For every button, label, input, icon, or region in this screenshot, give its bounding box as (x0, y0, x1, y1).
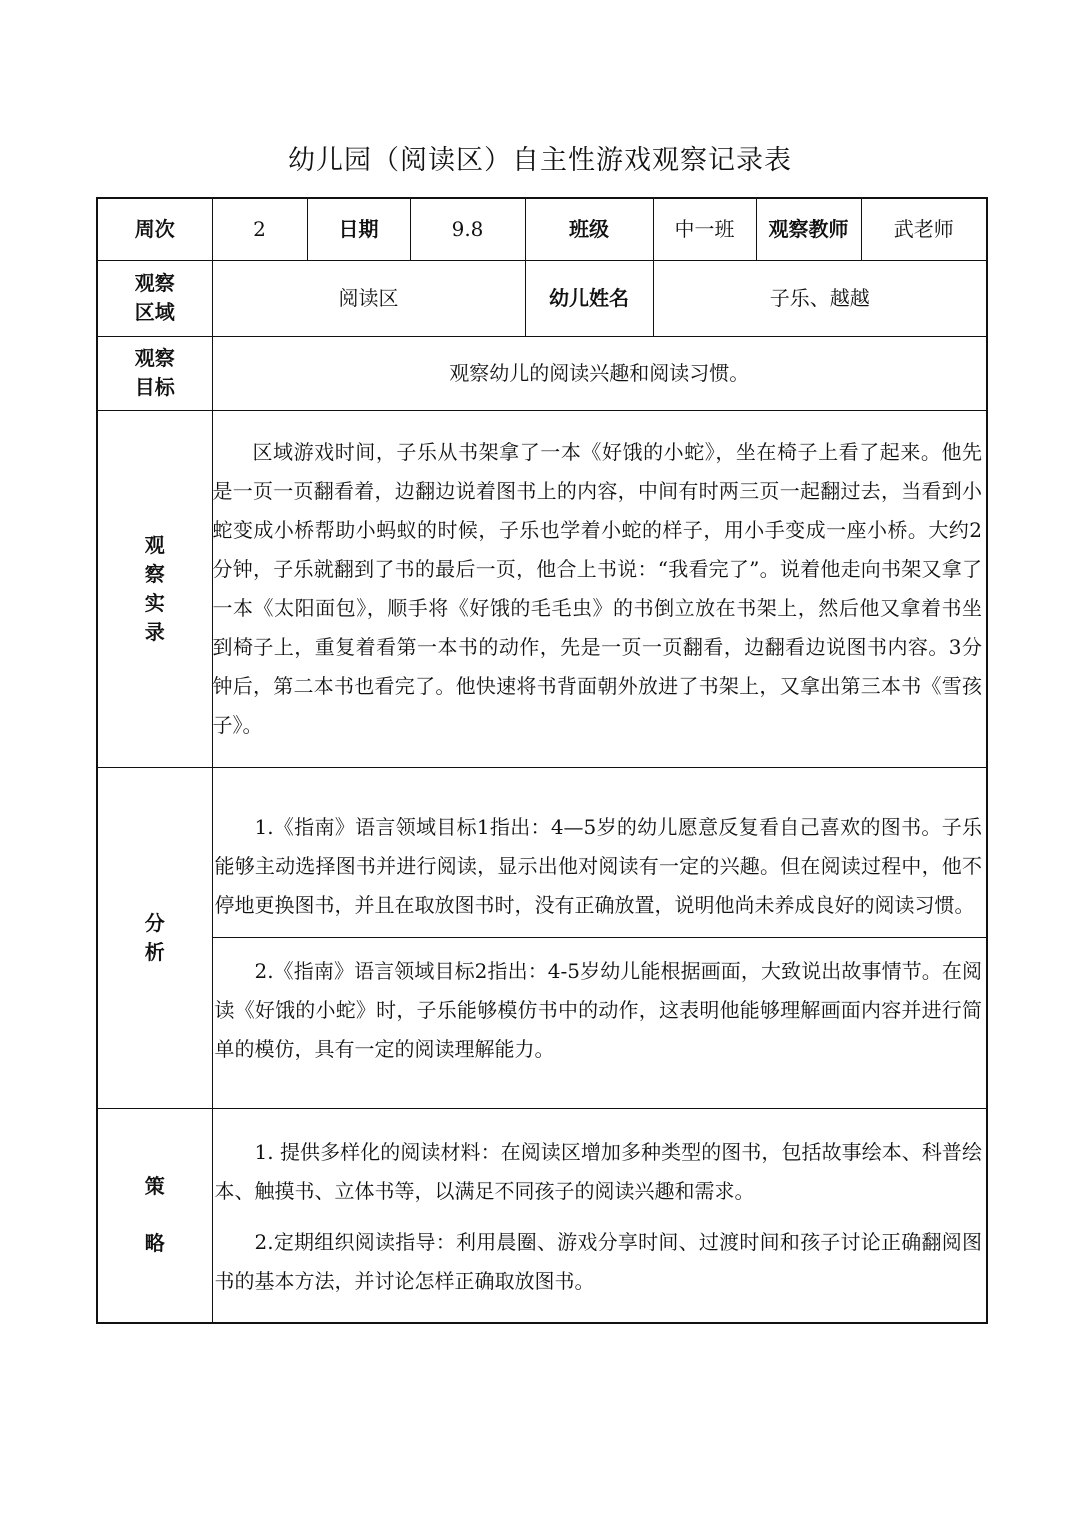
class-value: 中一班 (653, 198, 756, 260)
strategy-content (212, 1108, 987, 1323)
analysis-block-1 (213, 794, 987, 937)
record-text: 区域游戏时间，子乐从书架拿了一本《好饿的小蛇》，坐在椅子上看了起来。他先是一页一页翻看着，边翻边说着图书上的内容，中间有时两三页一起翻过去，当看到小蛇变成小桥帮助小蚂蚁的时候，子乐也学着小蛇的样子，用小手变成一座小桥。大约2分钟，子乐就翻到了书的最后一页，他合上书说：“我看完了”。说着他走向书架又拿了一本《太阳面包》，顺手将《好饿的毛毛虫》的书倒立放在书架上，然后他又拿着书坐到椅子上，重复着看第一本书的动作，先是一页一页翻看，边翻看边说图书内容。3分钟后，第二本书也看完了。他快速将书背面朝外放进了书架上，又拿出第三本书《雪孩子》。 (212, 439, 982, 737)
area-label-line1: 观察 (134, 271, 175, 295)
record-label-char: 观 (144, 532, 165, 557)
observation-record-table (96, 197, 988, 1324)
goal-label-line2: 目标 (134, 375, 175, 399)
record-label (97, 410, 212, 767)
analysis-paragraph-2: 2.《指南》语言领域目标2指出：4-5岁幼儿能根据画面，大致说出故事情节。在阅读《好饿的小蛇》时，子乐能够模仿书中的动作，这表明他能够理解画面内容并进行简单的模仿，具有一定的阅读理解能力。 (214, 959, 982, 1061)
record-label-char: 察 (144, 561, 165, 586)
goal-label-line1: 观察 (134, 346, 175, 370)
child-name-label: 幼儿姓名 (525, 260, 653, 336)
strategy-label-char: 策 (144, 1174, 165, 1199)
date-label: 日期 (307, 198, 410, 260)
child-name-value: 子乐、越越 (653, 260, 987, 336)
strategy-row (97, 1108, 987, 1323)
record-label-char: 录 (144, 619, 165, 644)
analysis-content (212, 767, 987, 1108)
goal-label (97, 336, 212, 410)
analysis-paragraph-1: 1.《指南》语言领域目标1指出：4—5岁的幼儿愿意反复看自己喜欢的图书。子乐能够主动选择图书并进行阅读，显示出他对阅读有一定的兴趣。但在阅读过程中，他不停地更换图书，并且在取放图书时，没有正确放置，说明他尚未养成良好的阅读习惯。 (214, 815, 982, 917)
strategy-label (97, 1108, 212, 1323)
goal-row (97, 336, 987, 410)
header-row (97, 198, 987, 260)
analysis-label (97, 767, 212, 1108)
teacher-value: 武老师 (861, 198, 987, 260)
area-value: 阅读区 (212, 260, 525, 336)
strategy-paragraph-2: 2.定期组织阅读指导：利用晨圈、游戏分享时间、过渡时间和孩子讨论正确翻阅图书的基本方法，并讨论怎样正确取放图书。 (214, 1230, 982, 1294)
record-content (212, 410, 987, 767)
record-row (97, 410, 987, 767)
area-row (97, 260, 987, 336)
area-label (97, 260, 212, 336)
area-label-line2: 区域 (134, 300, 175, 324)
record-label-char: 实 (144, 590, 165, 615)
class-label: 班级 (525, 198, 653, 260)
week-label: 周次 (97, 198, 212, 260)
analysis-row (97, 767, 987, 1108)
analysis-label-char: 分 (144, 910, 165, 935)
goal-value: 观察幼儿的阅读兴趣和阅读习惯。 (212, 336, 987, 410)
strategy-label-char: 略 (144, 1231, 165, 1256)
date-value: 9.8 (410, 198, 525, 260)
teacher-label: 观察教师 (756, 198, 861, 260)
week-value: 2 (212, 198, 307, 260)
page-title: 幼儿园（阅读区）自主性游戏观察记录表 (288, 145, 792, 176)
analysis-block-2 (213, 937, 987, 1081)
strategy-paragraph-1: 1. 提供多样化的阅读材料：在阅读区增加多种类型的图书，包括故事绘本、科普绘本、触摸书、立体书等，以满足不同孩子的阅读兴趣和需求。 (214, 1140, 982, 1204)
analysis-label-char: 析 (144, 939, 165, 964)
